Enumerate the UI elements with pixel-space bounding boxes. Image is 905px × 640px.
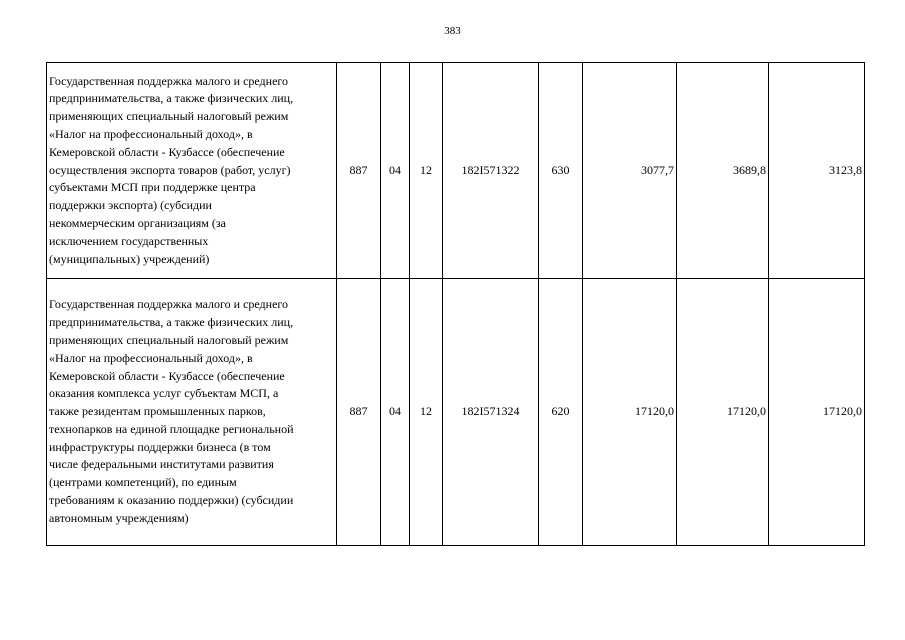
description-line: осуществления экспорта товаров (работ, услуг) bbox=[49, 162, 291, 177]
section-code-cell: 04 bbox=[381, 279, 410, 546]
description-line: требованиям к оказанию поддержки) (субсидии bbox=[49, 493, 294, 508]
description-line: применяющих специальный налоговый режим bbox=[49, 109, 289, 124]
amount-1-cell: 17120,0 bbox=[583, 279, 677, 546]
amount-3-cell: 3123,8 bbox=[769, 63, 865, 279]
description-line: также резидентам промышленных парков, bbox=[49, 404, 266, 419]
description-line: Государственная поддержка малого и среднего bbox=[49, 297, 289, 312]
description-line: оказания комплекса услуг субъектам МСП, а bbox=[49, 386, 279, 401]
table-row bbox=[47, 63, 865, 279]
amount-3-cell: 17120,0 bbox=[769, 279, 865, 546]
description-cell bbox=[47, 63, 337, 279]
description-line: Кемеровской области - Кузбассе (обеспечение bbox=[49, 368, 285, 383]
section-code-cell: 04 bbox=[381, 63, 410, 279]
description-line: поддержки экспорта) (субсидии bbox=[49, 198, 212, 213]
description-line: технопарков на единой площадке региональной bbox=[49, 421, 294, 436]
description-line: инфраструктуры поддержки бизнеса (в том bbox=[49, 439, 271, 454]
description-line: субъектами МСП при поддержке центра bbox=[49, 180, 256, 195]
description-line: числе федеральными институтами развития bbox=[49, 457, 274, 472]
subsection-code-cell: 12 bbox=[410, 279, 443, 546]
amount-1-cell: 3077,7 bbox=[583, 63, 677, 279]
description-line: применяющих специальный налоговый режим bbox=[49, 332, 289, 347]
target-article-cell: 182I571322 bbox=[443, 63, 539, 279]
ministry-code-cell: 887 bbox=[337, 63, 381, 279]
amount-2-cell: 3689,8 bbox=[677, 63, 769, 279]
description-line: (муниципальных) учреждений) bbox=[49, 251, 210, 266]
description-line: предпринимательства, а также физических лиц, bbox=[49, 315, 294, 330]
description-line: «Налог на профессиональный доход», в bbox=[49, 350, 253, 365]
description-line: некоммерческим организациям (за bbox=[49, 215, 226, 230]
ministry-code-cell: 887 bbox=[337, 279, 381, 546]
budget-table bbox=[46, 62, 865, 546]
target-article-cell: 182I571324 bbox=[443, 279, 539, 546]
description-line: «Налог на профессиональный доход», в bbox=[49, 127, 253, 141]
description-cell bbox=[47, 279, 337, 546]
description-line: (центрами компетенций), по единым bbox=[49, 475, 237, 490]
expense-type-cell: 630 bbox=[539, 63, 583, 279]
expense-type-cell: 620 bbox=[539, 279, 583, 546]
description-line: Государственная поддержка малого и среднего bbox=[49, 73, 289, 88]
subsection-code-cell: 12 bbox=[410, 63, 443, 279]
page-number: 383 bbox=[444, 25, 461, 37]
description-line: исключением государственных bbox=[49, 233, 209, 248]
description-line: автономным учреждениям) bbox=[49, 510, 189, 525]
description-line: предпринимательства, а также физических лиц, bbox=[49, 91, 294, 106]
description-line: Кемеровской области - Кузбассе (обеспечение bbox=[49, 144, 285, 159]
amount-2-cell: 17120,0 bbox=[677, 279, 769, 546]
table-row bbox=[47, 279, 865, 546]
